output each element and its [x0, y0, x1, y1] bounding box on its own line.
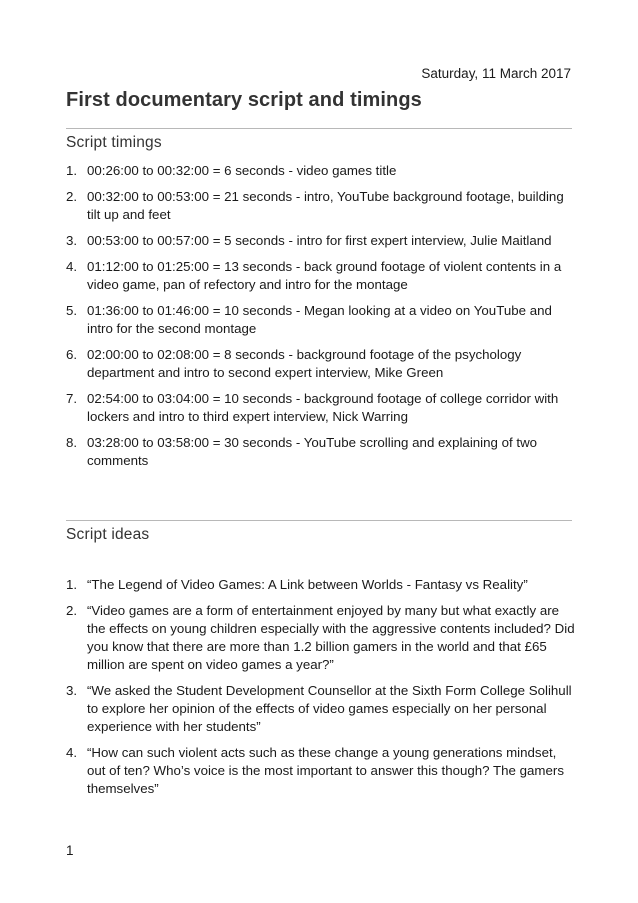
- list-item-number: 8.: [66, 435, 78, 450]
- list-item-number: 6.: [66, 347, 78, 362]
- list-item: [66, 576, 576, 594]
- list-item: [66, 390, 576, 426]
- section-divider-ideas: [66, 520, 572, 521]
- list-item: [66, 258, 576, 294]
- list-item-text: 02:00:00 to 02:08:00 = 8 seconds - background footage of the psychology department and intro to second expert interview, Mike Green: [87, 347, 522, 380]
- list-item-text: 00:53:00 to 00:57:00 = 5 seconds - intro for first expert interview, Julie Maitland: [87, 233, 552, 248]
- list-item-text: “How can such violent acts such as these change a young generations mindset, out of ten? Who’s voice is the most important to answer this though? The gamers themselves”: [87, 745, 564, 796]
- list-item: [66, 302, 576, 338]
- list-item: [66, 682, 576, 736]
- list-item-number: 1.: [66, 163, 78, 178]
- section-heading-ideas: Script ideas: [66, 526, 150, 543]
- list-item-number: 3.: [66, 683, 78, 698]
- list-item-number: 3.: [66, 233, 78, 248]
- list-item-text: 03:28:00 to 03:58:00 = 30 seconds - YouTube scrolling and explaining of two comments: [87, 435, 538, 468]
- list-item-text: “Video games are a form of entertainment enjoyed by many but what exactly are the effects on young children especially with the aggressive contents included? Did you know that there are more than 1.2 billion gamers in the world and that £65 million are spent on video games a year?”: [87, 603, 575, 672]
- document-date: Saturday, 11 March 2017: [421, 66, 571, 81]
- section-heading-timings: Script timings: [66, 134, 162, 151]
- list-item-text: 00:26:00 to 00:32:00 = 6 seconds - video games title: [87, 163, 397, 178]
- list-item-number: 7.: [66, 391, 78, 406]
- list-item-number: 2.: [66, 189, 78, 204]
- list-item: [66, 744, 576, 798]
- section-divider-timings: [66, 128, 572, 129]
- list-item-text: 00:32:00 to 00:53:00 = 21 seconds - intro, YouTube background footage, building tilt up and feet: [87, 189, 564, 222]
- list-item-text: 01:12:00 to 01:25:00 = 13 seconds - back ground footage of violent contents in a video game, pan of refectory and intro for the montage: [87, 259, 562, 292]
- ideas-list: [66, 576, 576, 806]
- list-item: [66, 162, 576, 180]
- list-item-text: “The Legend of Video Games: A Link between Worlds - Fantasy vs Reality”: [87, 577, 528, 592]
- list-item-number: 4.: [66, 259, 78, 274]
- list-item-number: 5.: [66, 303, 78, 318]
- list-item: [66, 602, 576, 674]
- list-item-text: 01:36:00 to 01:46:00 = 10 seconds - Megan looking at a video on YouTube and intro for the second montage: [87, 303, 552, 336]
- list-item: [66, 188, 576, 224]
- document-title: First documentary script and timings: [66, 89, 422, 111]
- list-item-text: 02:54:00 to 03:04:00 = 10 seconds - background footage of college corridor with lockers and intro to third expert interview, Nick Warring: [87, 391, 559, 424]
- page-number: 1: [66, 843, 74, 858]
- list-item: [66, 434, 576, 470]
- list-item: [66, 232, 576, 250]
- list-item-text: “We asked the Student Development Counsellor at the Sixth Form College Solihull to explore her opinion of the effects of video games especially on her personal experience with her students”: [87, 683, 572, 734]
- list-item-number: 1.: [66, 577, 78, 592]
- list-item-number: 2.: [66, 603, 78, 618]
- list-item: [66, 346, 576, 382]
- list-item-number: 4.: [66, 745, 78, 760]
- timings-list: [66, 162, 576, 478]
